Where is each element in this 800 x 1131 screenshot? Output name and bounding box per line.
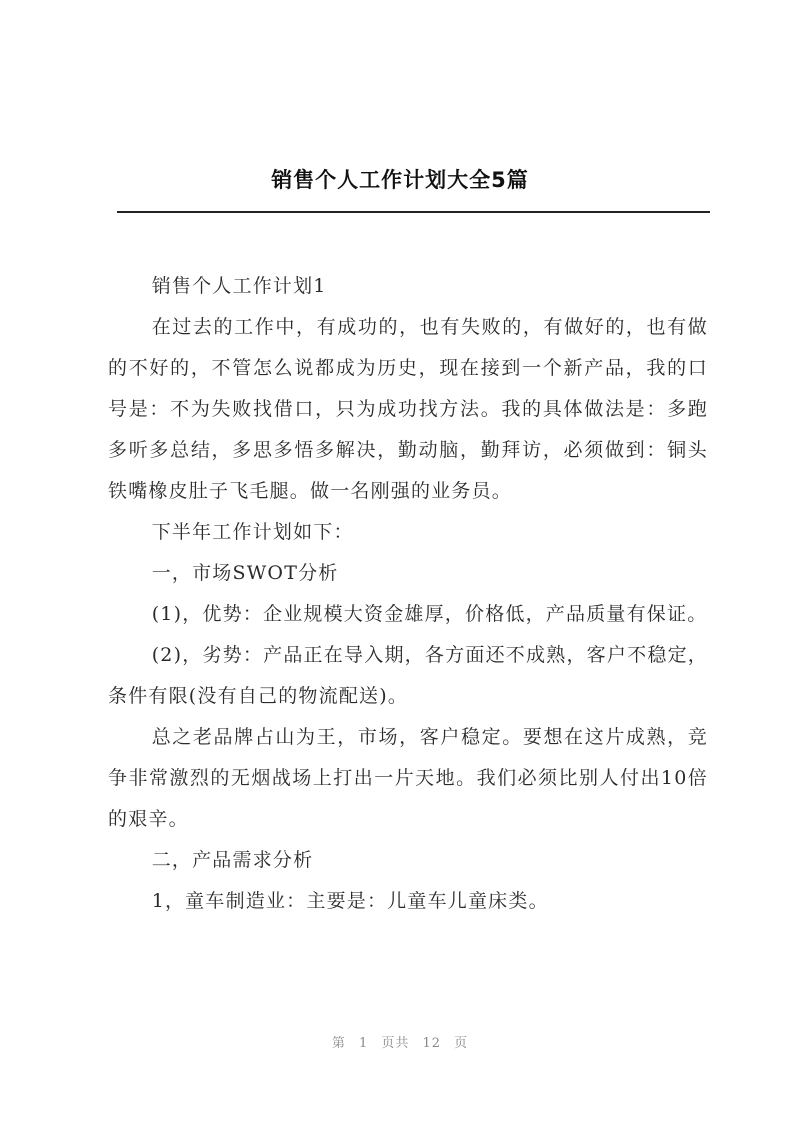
paragraph-strengths: (1)，优势：企业规模大资金雄厚，价格低，产品质量有保证。 — [151, 603, 708, 625]
paragraph-intro: 在过去的工作中，有成功的，也有失败的，有做好的，也有做的不好的，不管怎么说都成为历史，现在接到一个新产品，我的口号是：不为失败找借口，只为成功找方法。我的具体做法是：多跑多听多总结，多思多悟多解决，勤动脑，勤拜访，必须做到：铜头铁嘴橡皮肚子飞毛腿。做一名刚强的业务员。 — [108, 316, 708, 502]
paragraph-heading-plan-1: 销售个人工作计划1 — [151, 275, 327, 297]
paragraph-weaknesses: (2)，劣势：产品正在导入期，各方面还不成熟，客户不稳定，条件有限(没有自己的物流配送)。 — [108, 644, 708, 707]
document-body — [108, 266, 708, 922]
paragraph-demand-item-1: 1，童车制造业：主要是：儿童车儿童床类。 — [151, 890, 549, 912]
paragraph-section-swot: 一，市场SWOT分析 — [151, 562, 339, 584]
title-divider — [117, 211, 710, 213]
paragraph-section-demand: 二，产品需求分析 — [151, 849, 314, 871]
page-number-footer: 第 1 页共 12 页 — [331, 1036, 469, 1051]
document-title: 销售个人工作计划大全5篇 — [271, 168, 529, 192]
paragraph-summary: 总之老品牌占山为王，市场，客户稳定。要想在这片成熟，竞争非常激烈的无烟战场上打出一片天地。我们必须比别人付出10倍的艰辛。 — [108, 726, 708, 830]
paragraph-plan-heading: 下半年工作计划如下： — [151, 521, 354, 543]
